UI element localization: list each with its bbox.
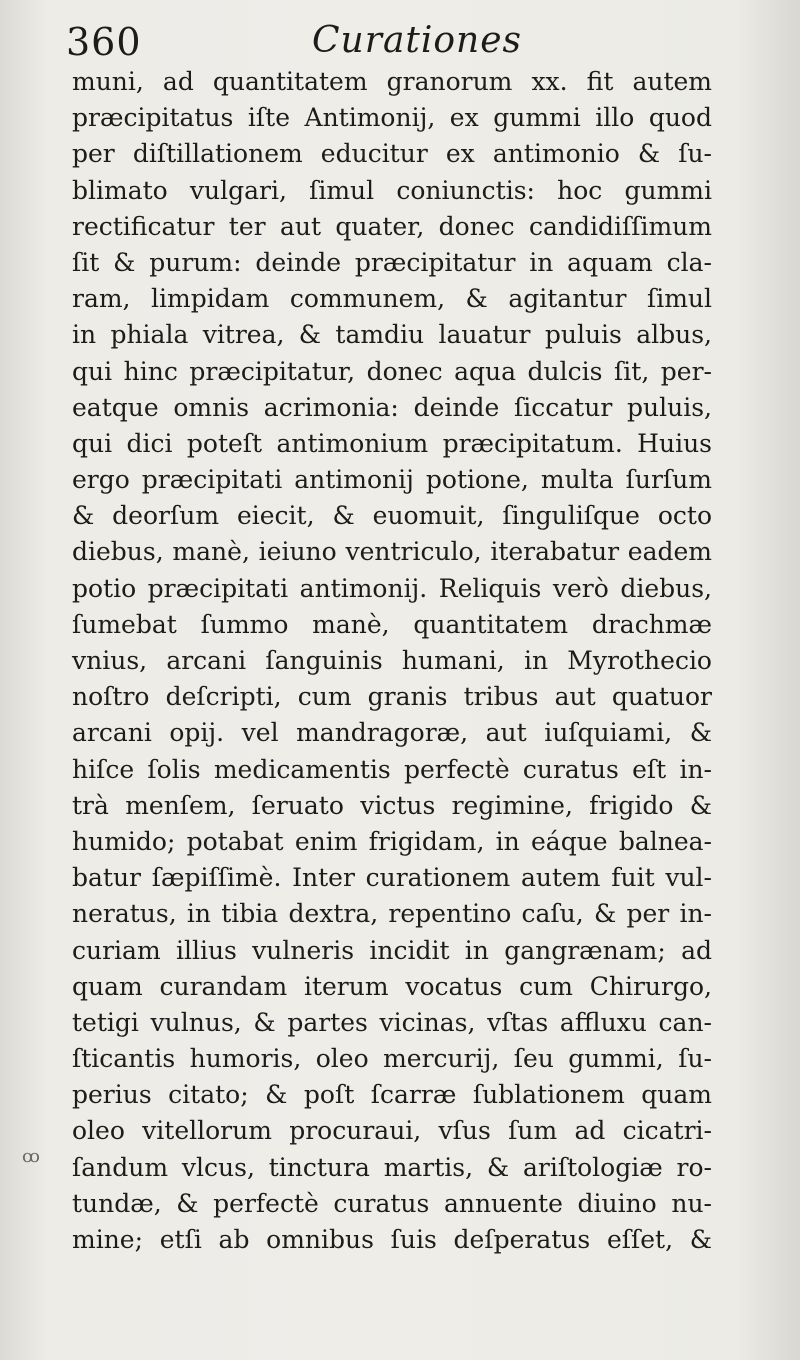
text-line: qui dici poteſt antimonium præcipitatum. Huius [72, 428, 712, 458]
text-line: tundæ, & perfectè curatus annuente diuino nu- [72, 1188, 712, 1218]
text-line: arcani opij. vel mandragoræ, aut iuſquiami, & [72, 718, 712, 748]
text-line: trà menſem, ſeruato victus regimine, frigido & [72, 790, 712, 820]
text-line: potio præcipitati antimonij. Reliquis verò diebus, [72, 573, 712, 603]
text-line: ſandum vlcus, tinctura martis, & ariſtologiæ ro- [72, 1152, 712, 1182]
text-line: ſit & purum: deinde præcipitatur in aquam cla- [72, 247, 712, 277]
text-line: tetigi vulnus, & partes vicinas, vſtas affluxu can- [72, 1007, 712, 1037]
text-line: quam curandam iterum vocatus cum Chirurgo, [72, 971, 712, 1001]
text-line: perius citato; & poſt ſcarræ ſublationem quam [72, 1080, 712, 1110]
text-line: mine; etſi ab omnibus ſuis deſperatus eſſet, & [72, 1225, 712, 1254]
text-line: eatque omnis acrimonia: deinde ſiccatur puluis, [72, 392, 712, 422]
text-line: oleo vitellorum procuraui, vſus ſum ad cicatri- [72, 1116, 712, 1146]
margin-mark: ꝏ [22, 1146, 40, 1167]
text-line: ergo præcipitati antimonij potione, multa ſurſum [72, 465, 712, 495]
text-line: batur ſæpiſſimè. Inter curationem autem fuit vul- [72, 863, 712, 893]
text-line: muni, ad quantitatem granorum xx. fit autem [72, 67, 712, 96]
page-number: 360 [66, 20, 142, 64]
text-line: hiſce ſolis medicamentis perfectè curatus eſt in- [72, 754, 712, 784]
body-text [72, 64, 712, 1258]
text-line: diebus, manè, ieiuno ventriculo, iterabatur eadem [72, 537, 712, 567]
text-line: blimato vulgari, ſimul coniunctis: hoc gummi [72, 175, 712, 205]
text-line: ſticantis humoris, oleo mercurij, ſeu gummi, ſu- [72, 1044, 712, 1074]
text-line: & deorſum eiecit, & euomuit, ſinguliſque octo [72, 501, 712, 531]
text-line: noſtro deſcripti, cum granis tribus aut quatuor [72, 682, 712, 712]
running-head: Curationes [312, 20, 523, 61]
page-header [0, 14, 800, 64]
text-line: in phiala vitrea, & tamdiu lauatur puluis albus, [72, 320, 712, 350]
text-line: rectificatur ter aut quater, donec candidiſſimum [72, 211, 712, 241]
text-line: vnius, arcani ſanguinis humani, in Myrothecio [72, 646, 712, 675]
text-line: præcipitatus iſte Antimonij, ex gummi illo quod [72, 103, 712, 133]
text-line: neratus, in tibia dextra, repentino caſu, & per in- [72, 899, 712, 929]
text-line: curiam illius vulneris incidit in gangrænam; ad [72, 935, 712, 965]
text-line: per diſtillationem educitur ex antimonio & ſu- [72, 139, 712, 169]
text-line: ſumebat ſummo manè, quantitatem drachmæ [72, 609, 712, 639]
text-line: qui hinc præcipitatur, donec aqua dulcis ſit, per- [72, 356, 712, 386]
text-line: humido; potabat enim frigidam, in eáque balnea- [72, 826, 712, 856]
text-line: ram, limpidam communem, & agitantur ſimul [72, 284, 712, 314]
